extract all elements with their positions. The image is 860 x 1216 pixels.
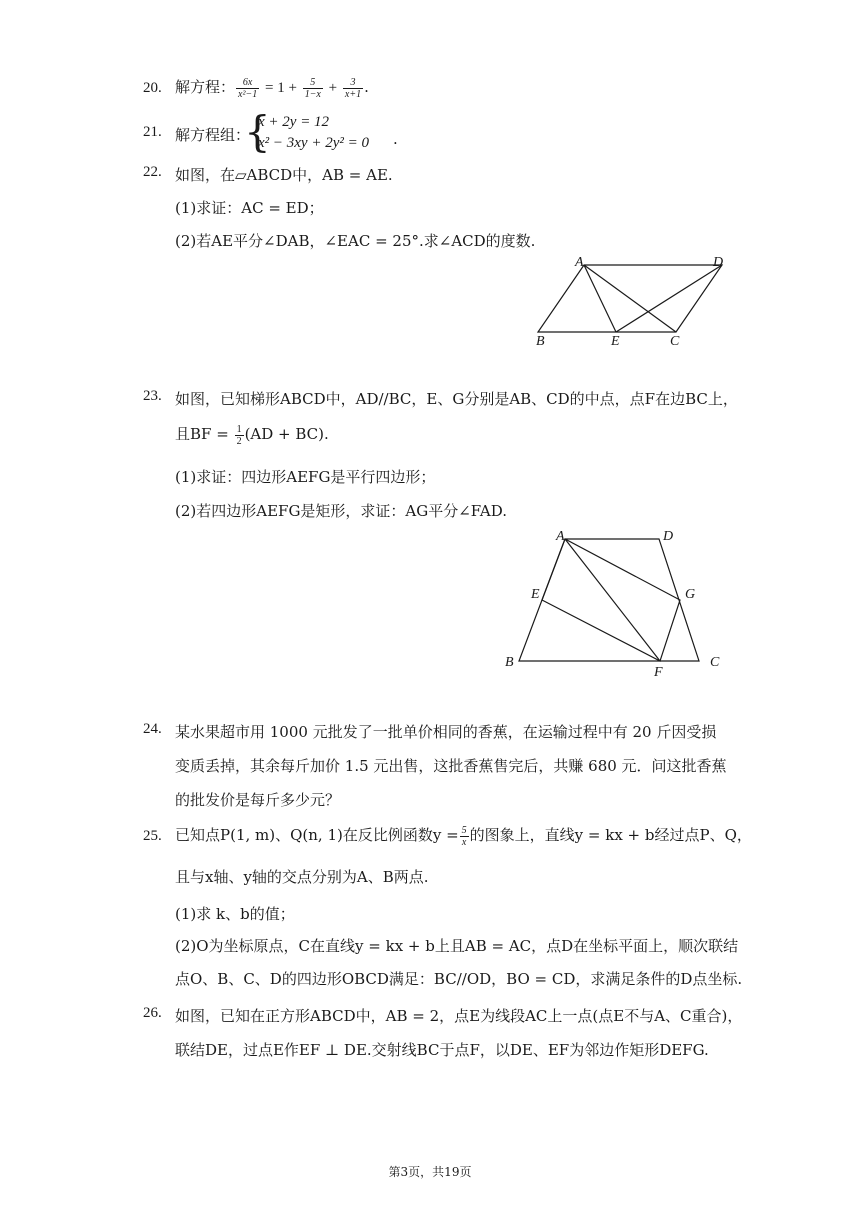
problem-23-line-2 <box>175 423 329 447</box>
problem-26-number: 26. <box>143 1005 162 1021</box>
problem-25-line-1 <box>175 824 752 848</box>
problem-20-number: 20. <box>143 80 162 96</box>
page-footer: 第3页，共19页 <box>388 1165 472 1179</box>
problem-24-line-2: 变质丢掉，其余每斤加价 1.5 元出售，这批香蕉售完后，共赚 680 元．问这批香蕉 <box>175 757 727 775</box>
problem-25-question-1: (1)求 k、b的值； <box>175 905 295 923</box>
problem-20-end: . <box>364 78 369 96</box>
problem-21-end: . <box>393 130 398 148</box>
fraction-3-denominator: x+1 <box>344 88 362 100</box>
problem-25-line-2: 且与x轴、y轴的交点分别为A、B两点. <box>175 868 429 886</box>
problem-21-number: 21. <box>143 124 162 140</box>
fraction-half-denominator: 2 <box>236 435 242 447</box>
trapezoid-abcd <box>519 539 699 661</box>
problem-26-line-1: 如图，已知在正方形ABCD中，AB = 2，点E为线段AC上一点(点E不与A、C重合)， <box>175 1007 743 1025</box>
fraction-1 <box>236 77 259 100</box>
segment-ae <box>584 265 616 332</box>
label-c: C <box>710 655 720 670</box>
fraction-half <box>235 424 244 447</box>
label-d: D <box>713 255 724 270</box>
problem-26-line-2: 联结DE，过点E作EF ⊥ DE.交射线BC于点F，以DE、EF为邻边作矩形DEFG. <box>175 1041 709 1059</box>
fraction-3-numerator: 3 <box>343 77 363 89</box>
problem-20-eq: = 1 + <box>264 80 297 96</box>
problem-25-line-1b: 的图象上，直线y = kx + b经过点P、Q， <box>469 826 752 844</box>
problem-22-question-1: (1)求证：AC = ED； <box>175 199 324 217</box>
fraction-2-denominator: 1−x <box>304 88 321 100</box>
quadrilateral-aefg <box>542 539 680 661</box>
problem-24-line-1: 某水果超市用 1000 元批发了一批单价相同的香蕉，在运输过程中有 20 斤因受损 <box>175 723 717 741</box>
fraction-3 <box>343 77 363 100</box>
label-d: D <box>663 529 674 544</box>
problem-23-line-2b: (AD + BC). <box>244 425 329 443</box>
problem-25-line-1a: 已知点P(1, m)、Q(n, 1)在反比例函数y = <box>175 826 459 844</box>
problem-25-number: 25. <box>143 828 162 844</box>
problem-24-number: 24. <box>143 721 162 737</box>
problem-23-line-2a: 且BF = <box>175 425 229 443</box>
label-b: B <box>505 655 514 670</box>
label-c: C <box>670 334 680 349</box>
problem-20-lead: 解方程： <box>175 78 236 96</box>
label-b: B <box>536 334 545 349</box>
fraction-2-numerator: 5 <box>303 77 323 89</box>
problem-25-question-2b: 点O、B、C、D的四边形OBCD满足：BC//OD，BO = CD，求满足条件的D点坐标. <box>175 970 743 988</box>
fraction-2 <box>303 77 323 100</box>
segment-af <box>565 539 660 661</box>
label-a: A <box>556 529 565 544</box>
problem-23-question-1: (1)求证：四边形AEFG是平行四边形； <box>175 468 436 486</box>
figure-trapezoid <box>498 525 728 685</box>
segment-ac <box>584 265 676 332</box>
system-line-2: x² − 3xy + 2y² = 0 <box>258 135 369 151</box>
label-f: F <box>654 665 663 680</box>
fraction-x-denominator: x <box>461 836 467 848</box>
problem-20-equation <box>175 76 369 100</box>
problem-21-lead: 解方程组： <box>175 126 251 144</box>
fraction-1-denominator: x²−1 <box>238 88 258 100</box>
problem-24-line-3: 的批发价是每斤多少元？ <box>175 791 341 809</box>
fraction-5-over-x <box>460 825 469 848</box>
system-brace: { <box>244 107 271 156</box>
problem-23-stem: 如图，已知梯形ABCD中，AD//BC，E、G分别是AB、CD的中点，点F在边BC上， <box>175 390 738 408</box>
problem-20-plus: + <box>328 80 338 96</box>
label-e: E <box>611 334 620 349</box>
figure-parallelogram <box>530 250 730 350</box>
problem-23-question-2: (2)若四边形AEFG是矩形，求证：AG平分∠FAD. <box>175 502 508 520</box>
problem-22-question-2: (2)若AE平分∠DAB，∠EAC = 25°.求∠ACD的度数. <box>175 232 536 250</box>
segment-ed <box>616 265 722 332</box>
problem-22-stem: 如图，在▱ABCD中，AB = AE. <box>175 166 393 184</box>
label-g: G <box>685 587 696 602</box>
fraction-1-numerator: 6x <box>236 77 259 89</box>
fraction-5-numerator: 5 <box>461 824 467 836</box>
label-e: E <box>531 587 540 602</box>
problem-25-question-2a: (2)O为坐标原点，C在直线y = kx + b上且AB = AC，点D在坐标平面上，顺次联结 <box>175 937 739 955</box>
fraction-half-numerator: 1 <box>236 423 242 435</box>
problem-23-number: 23. <box>143 388 162 404</box>
system-line-1: x + 2y = 12 <box>258 114 330 130</box>
label-a: A <box>575 255 584 270</box>
problem-22-number: 22. <box>143 164 162 180</box>
